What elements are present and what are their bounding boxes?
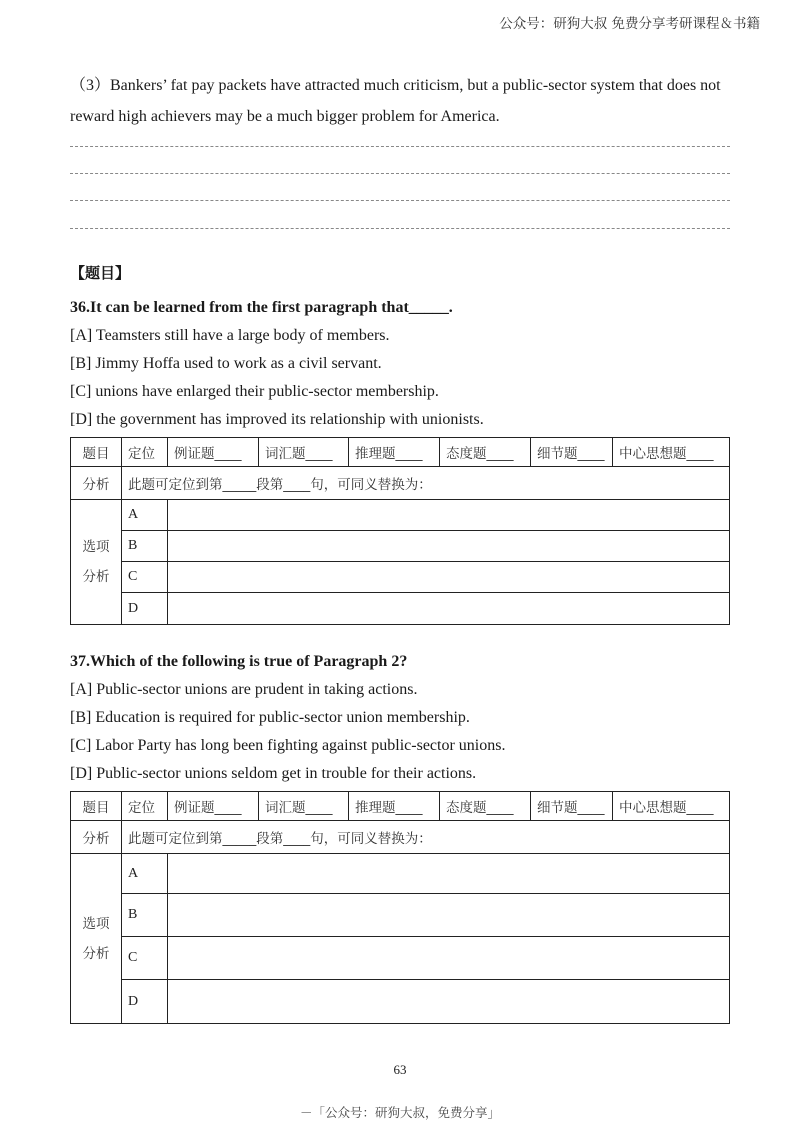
type-cell: 中心思想题____ [613,792,730,821]
type-cell: 词汇题____ [259,438,349,467]
options-label-top: 选项 [82,915,110,932]
footer-note: －「公众号：研狗大叔，免费分享」 [299,1105,500,1120]
type-cell: 中心思想题____ [613,438,730,467]
section-title: 【题目】 [70,264,131,282]
options-label-bottom: 分析 [82,945,110,962]
answer-line [70,173,730,174]
type-cell: 细节题____ [531,438,613,467]
answer-line [70,228,730,229]
answer-line [70,146,730,147]
option-b: [B] Jimmy Hoffa used to work as a civil servant. [70,355,382,372]
analysis-table-37 [70,791,730,1024]
row-label: 分析 [71,467,122,500]
option-analysis-cell[interactable] [168,937,730,980]
type-cell: 态度题____ [440,438,531,467]
type-cell: 推理题____ [349,792,440,821]
row-label: 题目 [71,792,122,821]
option-d: [D] the government has improved its relationship with unionists. [70,411,484,428]
row-label: 题目 [71,438,122,467]
option-c: [C] unions have enlarged their public-sector membership. [70,383,439,400]
option-letter: D [122,593,168,625]
option-analysis-cell[interactable] [168,500,730,531]
question-stem-36 [70,299,453,317]
row-label: 分析 [71,821,122,854]
type-cell: 例证题____ [168,438,259,467]
question-text: 36.It can be learned from the first paragraph that [70,299,409,316]
option-letter: A [122,500,168,531]
translation-sentence: （3）Bankers’ fat pay packets have attracted much criticism, but a public-sector system that does not reward high achievers may be a much bigger problem for America. [70,77,721,125]
answer-line [70,200,730,201]
option-analysis-cell[interactable] [168,531,730,562]
options-label [71,854,122,1024]
option-analysis-cell[interactable] [168,894,730,937]
options-label [71,500,122,625]
option-analysis-cell[interactable] [168,593,730,625]
type-cell: 细节题____ [531,792,613,821]
type-cell: 词汇题____ [259,792,349,821]
option-letter: D [122,980,168,1024]
type-cell: 定位 [122,792,168,821]
type-cell: 推理题____ [349,438,440,467]
analysis-table-36 [70,437,730,625]
question-stem-37 [70,653,407,671]
type-cell: 态度题____ [440,792,531,821]
locate-cell: 此题可定位到第_____段第____句，可同义替换为： [122,821,730,854]
option-letter: A [122,854,168,894]
option-a: [A] Public-sector unions are prudent in taking actions. [70,681,418,698]
option-letter: C [122,937,168,980]
option-letter: B [122,894,168,937]
option-analysis-cell[interactable] [168,854,730,894]
option-d: [D] Public-sector unions seldom get in trouble for their actions. [70,765,477,782]
page-number: 63 [393,1062,407,1077]
question-text: 37.Which of the following is true of Paragraph 2? [70,653,408,670]
answer-blank: _____ [408,299,449,316]
option-c: [C] Labor Party has long been fighting against public-sector unions. [70,737,506,754]
option-letter: B [122,531,168,562]
option-analysis-cell[interactable] [168,980,730,1024]
option-analysis-cell[interactable] [168,562,730,593]
option-letter: C [122,562,168,593]
option-a: [A] Teamsters still have a large body of members. [70,327,390,344]
header-note: 公众号：研狗大叔 免费分享考研课程＆书籍 [499,16,760,32]
locate-cell: 此题可定位到第_____段第____句，可同义替换为： [122,467,730,500]
question-end: . [448,299,453,316]
option-b: [B] Education is required for public-sector union membership. [70,709,470,726]
type-cell: 例证题____ [168,792,259,821]
options-label-bottom: 分析 [82,569,110,585]
type-cell: 定位 [122,438,168,467]
options-label-top: 选项 [82,539,110,555]
